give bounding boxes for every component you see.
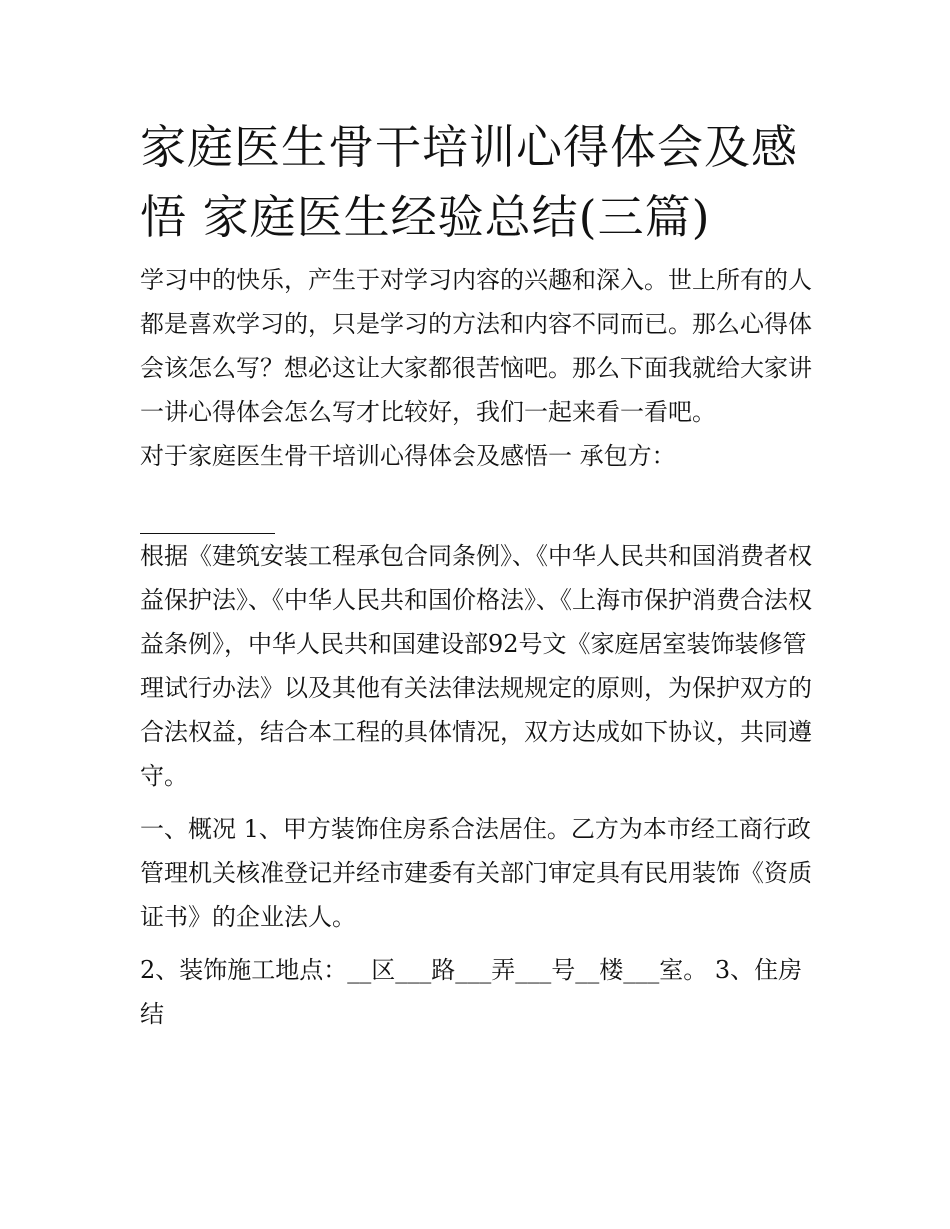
section-heading: 对于家庭医生骨干培训心得体会及感悟一 承包方： (140, 442, 676, 470)
body-paragraph-3: 2、装饰施工地点：__区___路___弄___号__楼___室。 3、住房结 (140, 956, 803, 1028)
intro-paragraph: 学习中的快乐，产生于对学习内容的兴趣和深入。世上所有的人都是喜欢学习的，只是学习的方法和内容不同而已。那么心得体会该怎么写？想必这让大家都很苦恼吧。那么下面我就给大家讲一讲心得体会怎么写才比较好，我们一起来看一看吧。 (140, 266, 812, 426)
blank-fill-line (140, 505, 275, 534)
blank-fill-line-row (140, 490, 820, 534)
document-title: 家庭医生骨干培训心得体会及感悟 家庭医生经验总结(三篇) (140, 120, 798, 244)
document-page (140, 112, 820, 1036)
body-paragraph-1: 根据《建筑安装工程承包合同条例》、《中华人民共和国消费者权益保护法》、《中华人民共和国价格法》、《上海市保护消费合法权益条例》，中华人民共和国建设部92号文《家庭居室装饰装修管理试行办法》以及其他有关法律法规规定的原则，为保护双方的合法权益，结合本工程的具体情况，双方达成如下协议，共同遵守。 (140, 542, 812, 790)
body-paragraph-2: 一、概况 1、甲方装饰住房系合法居住。乙方为本市经工商行政管理机关核准登记并经市建委有关部门审定具有民用装饰《资质证书》的企业法人。 (140, 815, 812, 931)
